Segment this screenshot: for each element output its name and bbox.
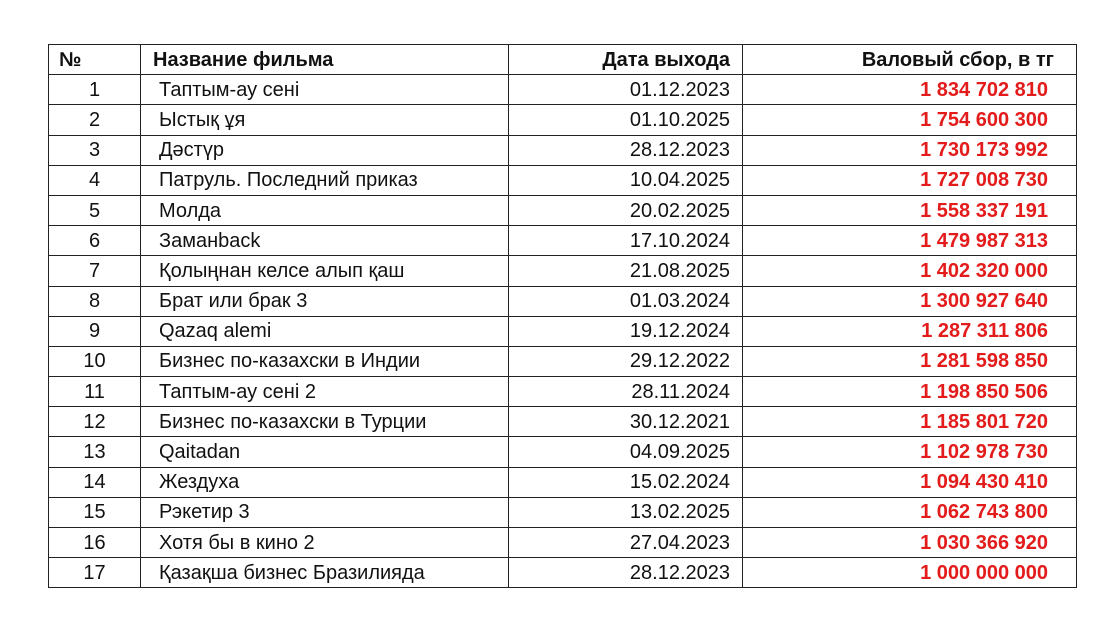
gross-cell: 1 102 978 730 (743, 437, 1077, 467)
table-row (49, 105, 1077, 135)
table-header (49, 45, 1077, 75)
release-date-cell: 13.02.2025 (509, 497, 743, 527)
box-office-table (48, 44, 1077, 588)
table-row (49, 467, 1077, 497)
rank-cell: 7 (49, 256, 141, 286)
rank-cell: 1 (49, 75, 141, 105)
rank-cell: 6 (49, 226, 141, 256)
release-date-cell: 01.12.2023 (509, 75, 743, 105)
release-date-cell: 17.10.2024 (509, 226, 743, 256)
rank-cell: 3 (49, 135, 141, 165)
rank-cell: 11 (49, 377, 141, 407)
film-title-cell: Қолыңнан келсе алып қаш (141, 256, 509, 286)
gross-cell: 1 300 927 640 (743, 286, 1077, 316)
film-title-cell: Рэкетир 3 (141, 497, 509, 527)
table-row (49, 75, 1077, 105)
release-date-cell: 28.11.2024 (509, 377, 743, 407)
film-title-cell: Жездуха (141, 467, 509, 497)
gross-cell: 1 185 801 720 (743, 407, 1077, 437)
film-title-cell: Таптым-ау сені (141, 75, 509, 105)
rank-cell: 8 (49, 286, 141, 316)
table-row (49, 377, 1077, 407)
header-film-title: Название фильма (141, 45, 509, 75)
gross-cell: 1 000 000 000 (743, 558, 1077, 588)
film-title-cell: Таптым-ау сені 2 (141, 377, 509, 407)
film-title-cell: Хотя бы в кино 2 (141, 528, 509, 558)
gross-cell: 1 730 173 992 (743, 135, 1077, 165)
table-row (49, 558, 1077, 588)
table-row (49, 497, 1077, 527)
release-date-cell: 01.03.2024 (509, 286, 743, 316)
table-row (49, 528, 1077, 558)
release-date-cell: 04.09.2025 (509, 437, 743, 467)
header-row (49, 45, 1077, 75)
gross-cell: 1 402 320 000 (743, 256, 1077, 286)
film-title-cell: Молда (141, 195, 509, 225)
rank-cell: 10 (49, 346, 141, 376)
table-row (49, 195, 1077, 225)
release-date-cell: 20.02.2025 (509, 195, 743, 225)
release-date-cell: 29.12.2022 (509, 346, 743, 376)
rank-cell: 9 (49, 316, 141, 346)
rank-cell: 4 (49, 165, 141, 195)
release-date-cell: 15.02.2024 (509, 467, 743, 497)
gross-cell: 1 198 850 506 (743, 377, 1077, 407)
release-date-cell: 28.12.2023 (509, 558, 743, 588)
table-row (49, 256, 1077, 286)
film-title-cell: Qaitadan (141, 437, 509, 467)
gross-cell: 1 287 311 806 (743, 316, 1077, 346)
table-body (49, 75, 1077, 588)
header-release-date: Дата выхода (509, 45, 743, 75)
table-row (49, 407, 1077, 437)
film-title-cell: Ыстық ұя (141, 105, 509, 135)
table-row (49, 165, 1077, 195)
film-title-cell: Дәстүр (141, 135, 509, 165)
film-title-cell: Патруль. Последний приказ (141, 165, 509, 195)
film-title-cell: Qazaq alemi (141, 316, 509, 346)
rank-cell: 17 (49, 558, 141, 588)
film-title-cell: Қазақша бизнес Бразилияда (141, 558, 509, 588)
box-office-table-container (48, 44, 1077, 588)
release-date-cell: 30.12.2021 (509, 407, 743, 437)
rank-cell: 15 (49, 497, 141, 527)
rank-cell: 14 (49, 467, 141, 497)
film-title-cell: Брат или брак 3 (141, 286, 509, 316)
release-date-cell: 10.04.2025 (509, 165, 743, 195)
rank-cell: 13 (49, 437, 141, 467)
table-row (49, 437, 1077, 467)
film-title-cell: Заманback (141, 226, 509, 256)
release-date-cell: 28.12.2023 (509, 135, 743, 165)
gross-cell: 1 479 987 313 (743, 226, 1077, 256)
film-title-cell: Бизнес по-казахски в Турции (141, 407, 509, 437)
gross-cell: 1 834 702 810 (743, 75, 1077, 105)
release-date-cell: 19.12.2024 (509, 316, 743, 346)
table-row (49, 286, 1077, 316)
table-row (49, 135, 1077, 165)
rank-cell: 5 (49, 195, 141, 225)
gross-cell: 1 754 600 300 (743, 105, 1077, 135)
table-row (49, 316, 1077, 346)
gross-cell: 1 094 430 410 (743, 467, 1077, 497)
gross-cell: 1 281 598 850 (743, 346, 1077, 376)
table-row (49, 346, 1077, 376)
table-row (49, 226, 1077, 256)
gross-cell: 1 030 366 920 (743, 528, 1077, 558)
rank-cell: 16 (49, 528, 141, 558)
gross-cell: 1 062 743 800 (743, 497, 1077, 527)
release-date-cell: 27.04.2023 (509, 528, 743, 558)
header-rank: № (49, 45, 141, 75)
header-gross: Валовый сбор, в тг (743, 45, 1077, 75)
rank-cell: 12 (49, 407, 141, 437)
release-date-cell: 01.10.2025 (509, 105, 743, 135)
release-date-cell: 21.08.2025 (509, 256, 743, 286)
gross-cell: 1 558 337 191 (743, 195, 1077, 225)
gross-cell: 1 727 008 730 (743, 165, 1077, 195)
film-title-cell: Бизнес по-казахски в Индии (141, 346, 509, 376)
rank-cell: 2 (49, 105, 141, 135)
